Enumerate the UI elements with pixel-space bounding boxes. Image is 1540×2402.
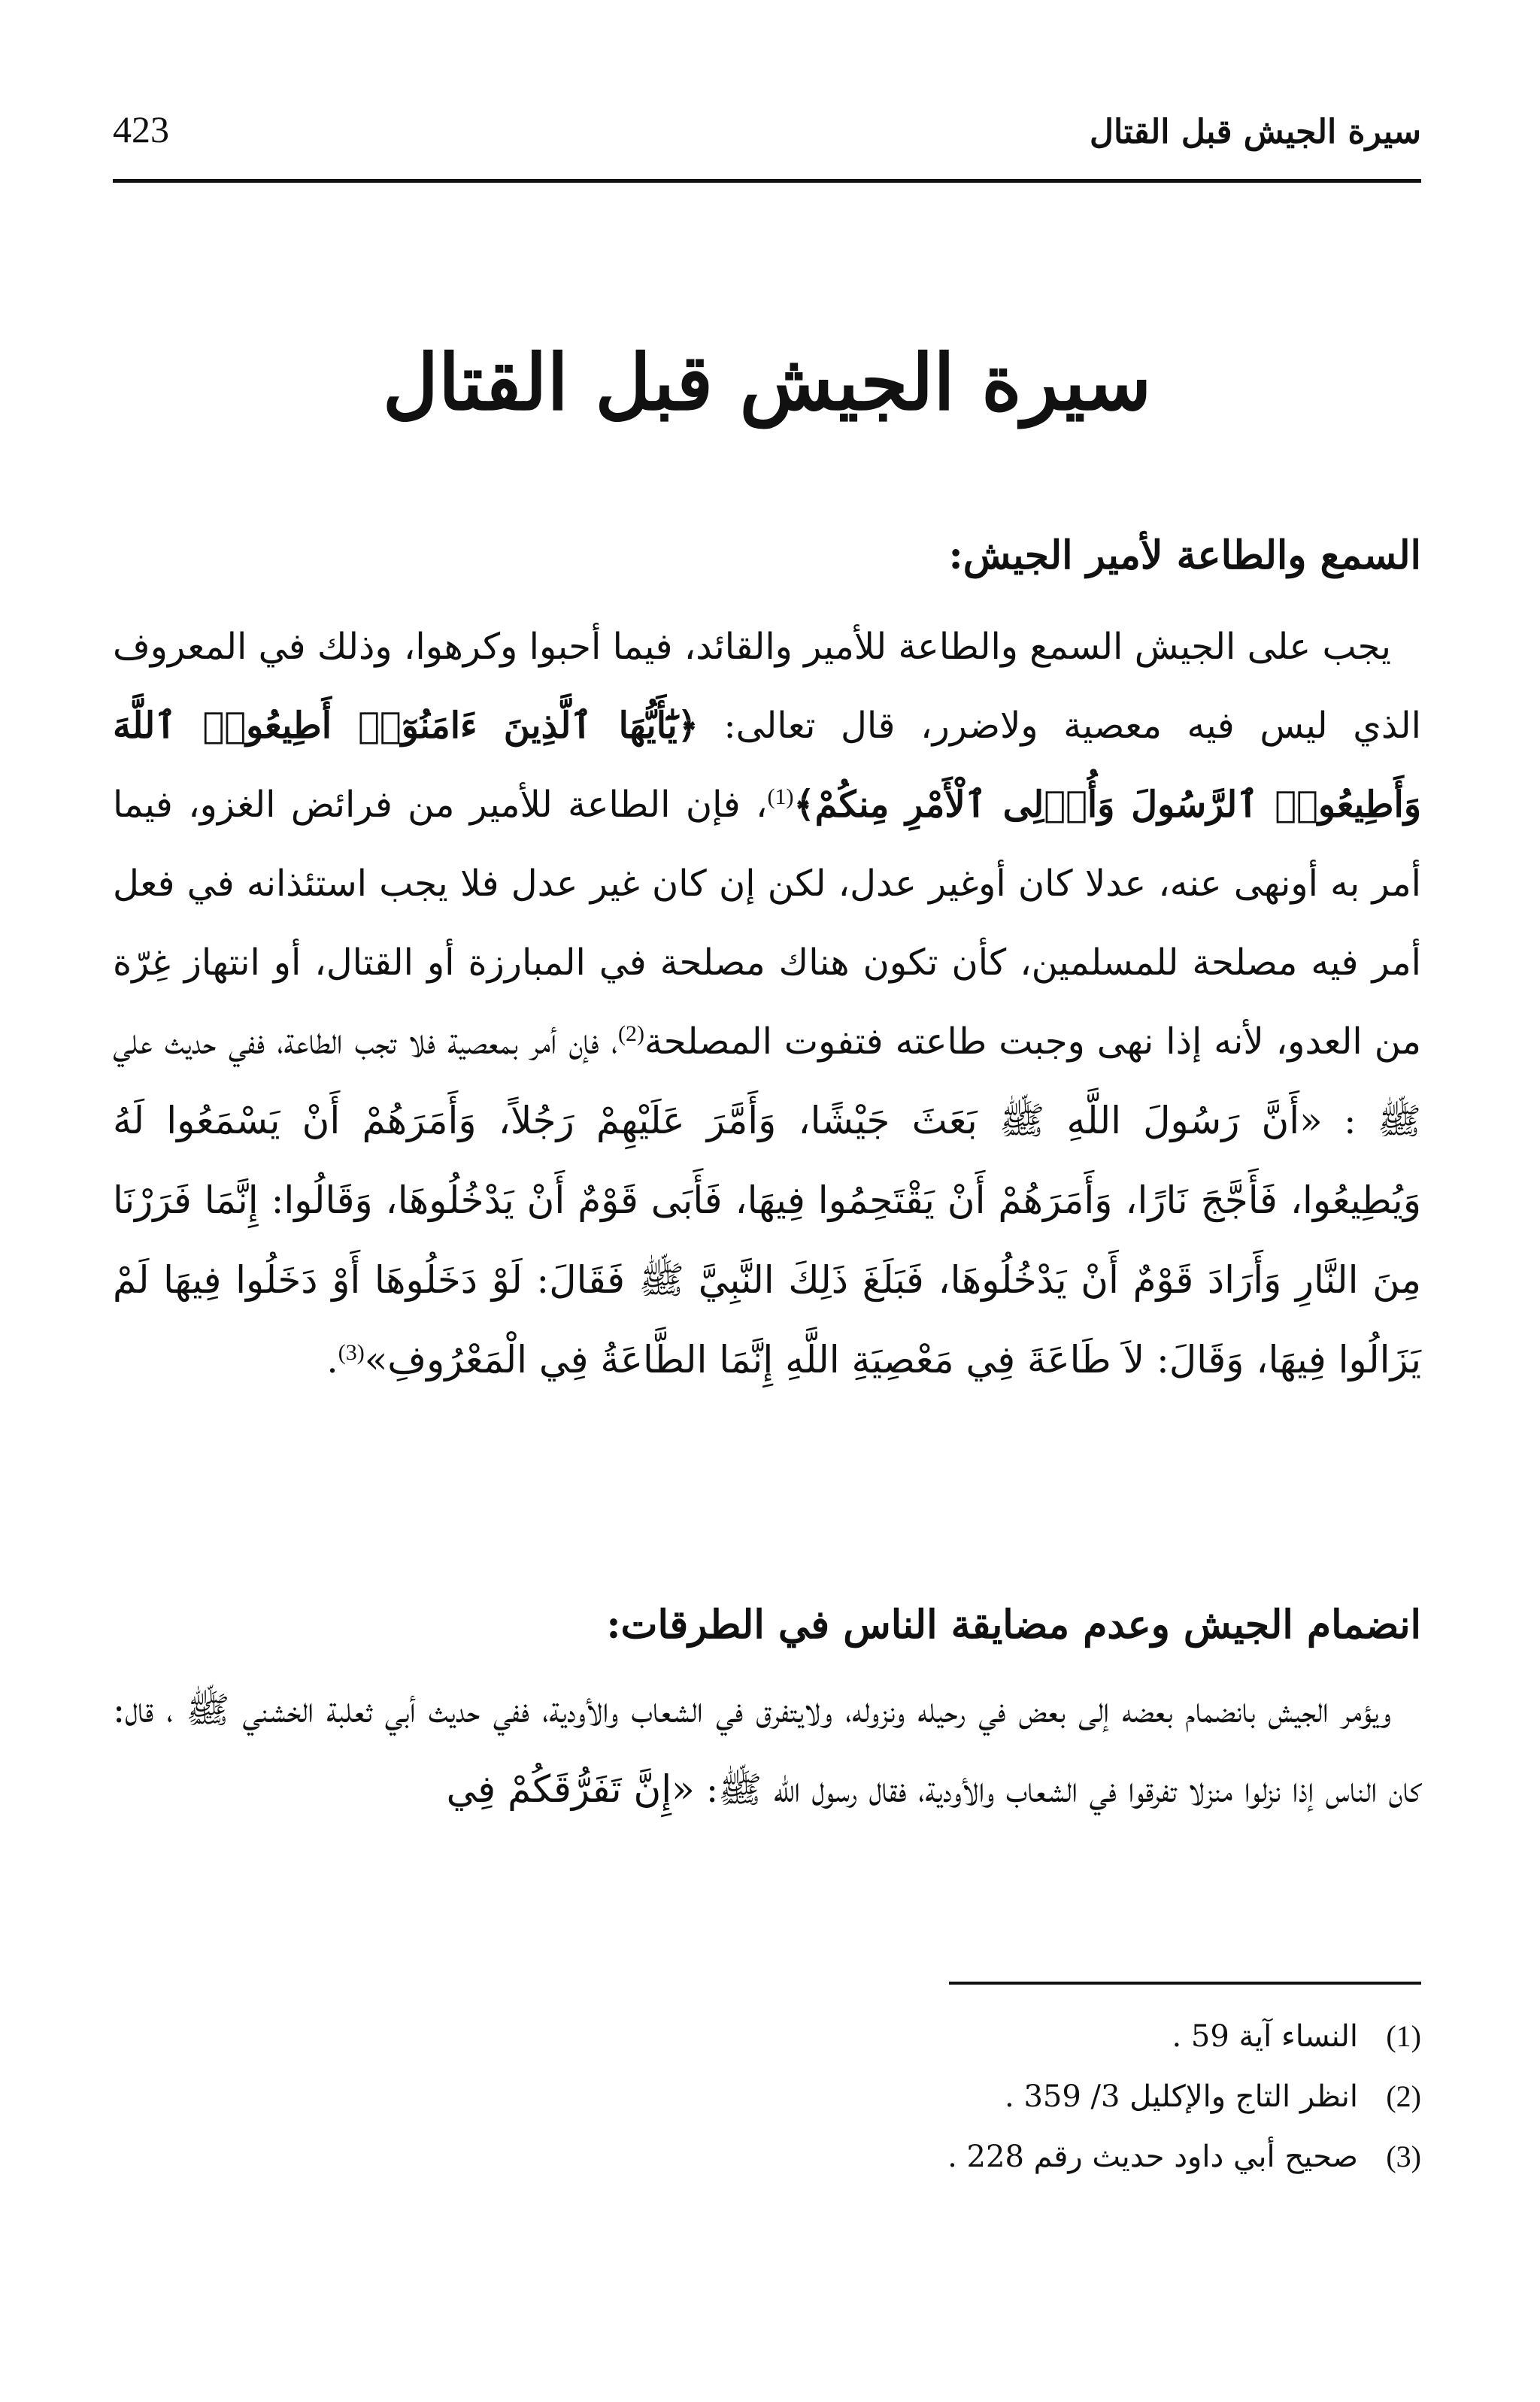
footnote-1 — [113, 2006, 1421, 2067]
footnotes — [113, 2006, 1421, 2187]
footnote-text: صحيح أبي داود حديث رقم 228 . — [947, 2140, 1358, 2174]
section-obedience — [113, 532, 1421, 1400]
footnote-text: انظر التاج والإكليل 3/ 359 . — [1005, 2079, 1358, 2114]
footnote-ref-3[interactable]: (3) — [338, 1340, 365, 1366]
paragraph-text: ، فإن الطاعة للأمير من فرائض الغزو، فيما أمر به أونهى عنه، عدلا كان أوغير عدل، لكن إن كان غير عدل فلا يجب استئذانه في فعل أمر فيه مصلحة للمسلمين، كأن تكون هناك مصلحة في المبارزة أو القتال، أو انتهاز غِرّة من العدو، لأنه إذا نهى وجبت طاعته فتفوت المصلحة — [113, 784, 1421, 1063]
page-number: 423 — [113, 108, 169, 150]
footnote-text: النساء آية 59 . — [1172, 2019, 1358, 2054]
footnote-number: (3) — [1386, 2140, 1421, 2173]
footnote-2 — [113, 2067, 1421, 2127]
paragraph-text: ويؤمر الجيش بانضمام بعضه إلى بعض في رحيله ونزوله، ولايتفرق في الشعاب والأودية، ففي حديث أبي ثعلبة الخشني ﷺ ، قال: كان الناس إذا نزلوا منزلا تفرقوا في الشعاب والأودية، فقال رسول الله ﷺ: — [113, 1689, 1421, 1812]
section-body-obedience — [113, 608, 1421, 1400]
footnote-separator — [949, 1982, 1421, 1985]
footnote-3 — [113, 2127, 1421, 2187]
section-heading-obedience: السمع والطاعة لأمير الجيش: — [948, 532, 1421, 578]
section-body-army-cohesion — [113, 1671, 1421, 1830]
paragraph-text: ، فإن أمر بمعصية فلا تجب الطاعة، ففي حديث علي ﷺ : — [113, 1021, 1421, 1143]
running-header — [113, 98, 1421, 150]
footnote-number: (2) — [1386, 2079, 1421, 2113]
footnote-number: (1) — [1386, 2019, 1421, 2053]
chapter-title: سيرة الجيش قبل القتال — [382, 338, 1152, 428]
hadith-quote: «إِنَّ تَفَرُّقَكُمْ فِي — [446, 1767, 695, 1812]
hadith-quote: «أَنَّ رَسُولَ اللَّهِ ﷺ بَعَثَ جَيْشًا، وَأَمَّرَ عَلَيْهِمْ رَجُلاً، وَأَمَرَهُمْ أَنْ يَسْمَعُوا لَهُ وَيُطِيعُوا، فَأَجَّجَ نَارًا، وَأَمَرَهُمْ أَنْ يَقْتَحِمُوا فِيهَا، فَأَبَى قَوْمٌ أَنْ يَدْخُلُوهَا، وَقَالُوا: إِنَّمَا فَرَرْنَا مِنَ النَّارِ وَأَرَادَ قَوْمٌ أَنْ يَدْخُلُوهَا، فَبَلَغَ ذَلِكَ النَّبِيَّ ﷺ فَقَالَ: لَوْ دَخَلُوهَا أَوْ دَخَلُوا فِيهَا لَمْ يَزَالُوا فِيهَا، وَقَالَ: لاَ طَاعَةَ فِي مَعْصِيَةِ اللَّهِ إِنَّمَا الطَّاعَةُ فِي الْمَعْرُوفِ» — [113, 1099, 1421, 1382]
header-rule — [113, 179, 1421, 183]
paragraph-text: . — [326, 1339, 338, 1382]
running-title: سيرة الجيش قبل القتال — [1089, 112, 1421, 151]
quran-verse: ﴿يَٰٓأَيُّهَا ٱلَّذِينَ ءَامَنُوٓا۟ أَطِيعُوا۟ ٱللَّهَ وَأَطِيعُوا۟ ٱلرَّسُولَ وَأُو۟لِى ٱلْأَمْرِ مِنكُمْ﴾ — [113, 705, 1421, 826]
section-heading-army-cohesion: انضمام الجيش وعدم مضايقة الناس في الطرقات: — [606, 1602, 1421, 1648]
footnote-ref-2[interactable]: (2) — [617, 1021, 644, 1047]
paragraph-text: يجب على الجيش السمع والطاعة للأمير والقائد، فيما أحبوا وكرهوا، وذلك في المعروف الذي ليس فيه معصية ولاضرر، قال تعالى: — [113, 626, 1422, 748]
footnote-ref-1[interactable]: (1) — [767, 784, 794, 810]
section-army-cohesion — [113, 1602, 1421, 1830]
